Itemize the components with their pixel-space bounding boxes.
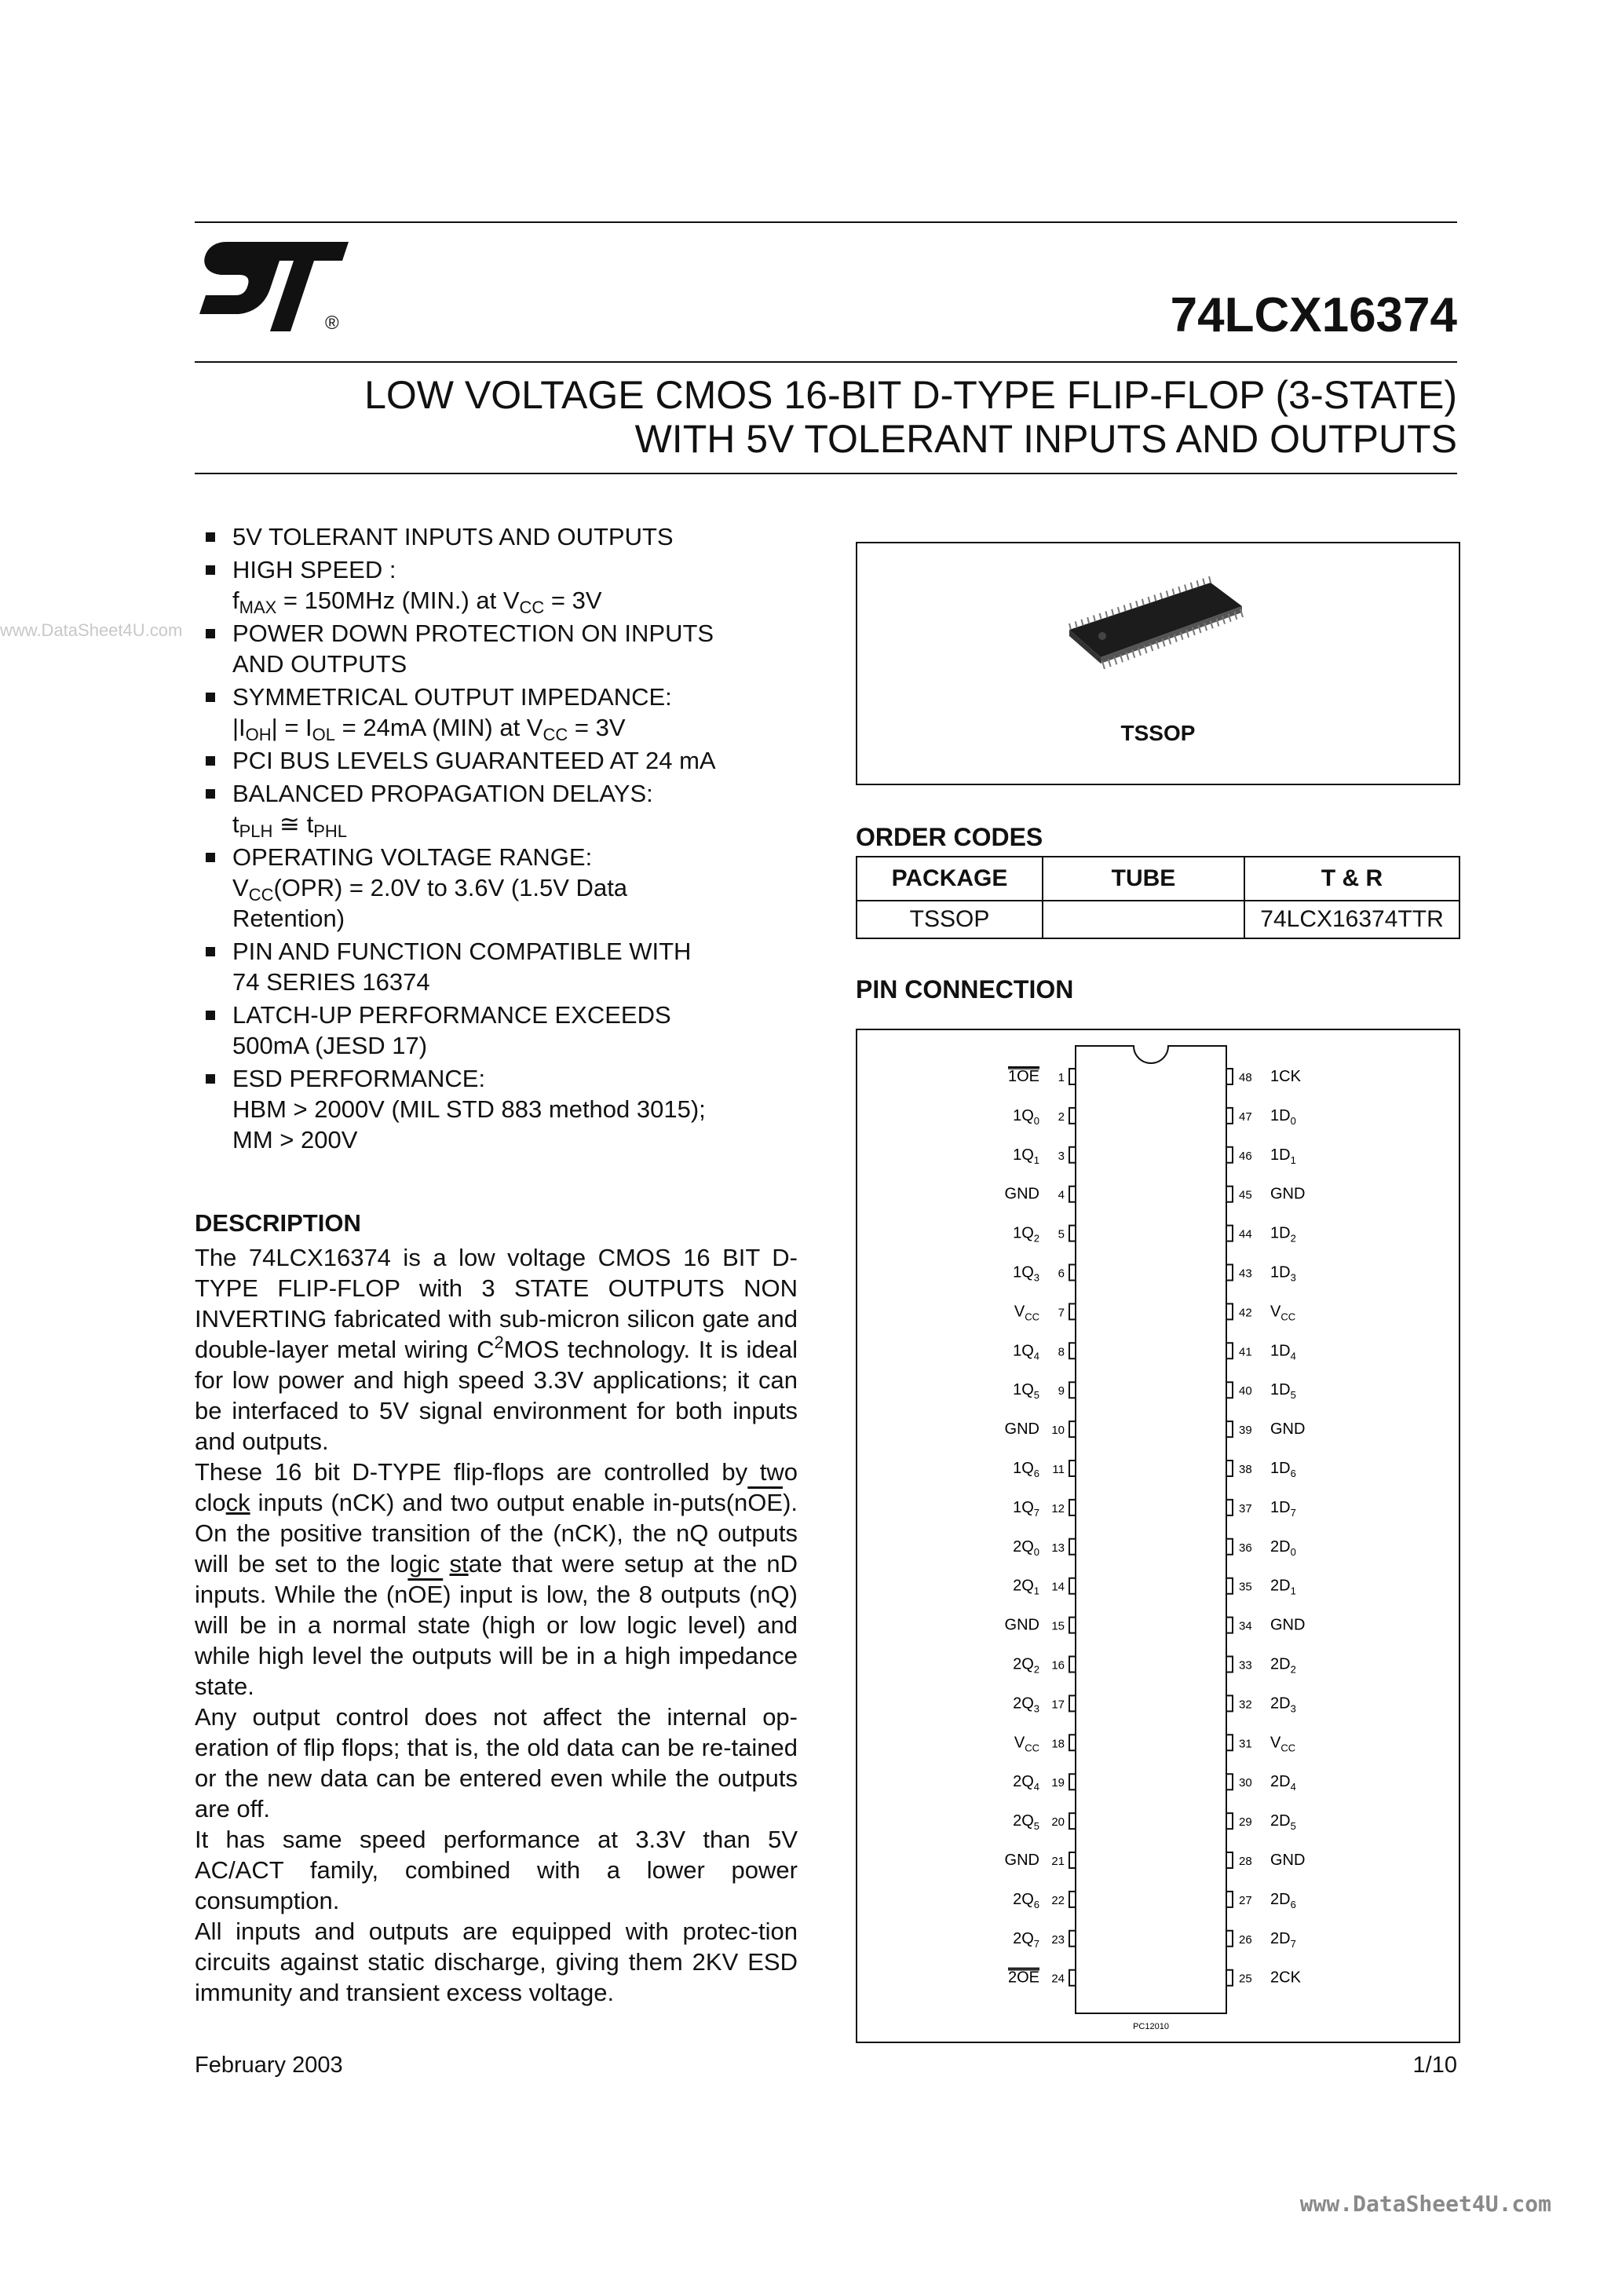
description-paragraph: Any output control does not affect the internal op-eration of flip flops; that is, the old data can be re-tained or the new data can be entered even while the outputs are off. [195, 1703, 798, 1823]
pin-stub [1226, 1539, 1233, 1555]
pin-name: $2Q_3$ [1013, 1695, 1039, 1715]
package-lead [1130, 603, 1131, 609]
pin-name: $1Q_6$ [1013, 1460, 1039, 1479]
pin-number: 31 [1239, 1737, 1252, 1751]
pin-number: 44 [1239, 1227, 1252, 1241]
pin-stub [1069, 1735, 1076, 1750]
package-lead [1160, 593, 1162, 599]
pin-stub [1226, 1303, 1233, 1319]
pin-stub [1226, 1343, 1233, 1358]
pin-number: 46 [1239, 1149, 1252, 1163]
pin-name: $V_{CC}$ [1270, 1734, 1296, 1754]
top-rule [195, 221, 1457, 223]
figure-id: PC12010 [1133, 2022, 1169, 2031]
bullet-icon [206, 1011, 215, 1020]
bullet-icon [206, 629, 215, 638]
pin-stub [1226, 1970, 1233, 1986]
pin-name: $2D_2$ [1270, 1655, 1296, 1676]
pin-name: $1D_2$ [1270, 1224, 1296, 1245]
pin-name: $2Q_1$ [1013, 1577, 1039, 1597]
pin-stub [1226, 1421, 1233, 1437]
order-codes-table [856, 856, 1460, 939]
pin-name: $1D_6$ [1270, 1460, 1296, 1479]
pin-number: 17 [1051, 1698, 1065, 1712]
pin-stub [1226, 1618, 1233, 1633]
pin-number: 42 [1239, 1306, 1252, 1320]
bullet-icon [206, 532, 215, 542]
pin-number: 7 [1058, 1306, 1065, 1320]
pin-name: $1D_1$ [1270, 1146, 1296, 1166]
pin-stub [1069, 1931, 1076, 1947]
pin-stub [1069, 1186, 1076, 1202]
pin-name: GND [1004, 1616, 1039, 1634]
pin-stub [1069, 1852, 1076, 1868]
pin-number: 33 [1239, 1658, 1252, 1673]
pin-number: 4 [1058, 1188, 1065, 1202]
pin-name: $1D_4$ [1270, 1342, 1296, 1362]
pin-stub [1069, 1069, 1076, 1084]
pin-number: 39 [1239, 1424, 1252, 1438]
pin-name: $1Q_7$ [1013, 1498, 1039, 1519]
pin-stub [1226, 1657, 1233, 1673]
order-codes-heading: ORDER CODES [856, 823, 1043, 851]
pin-stub [1069, 1695, 1076, 1711]
pin-name: 1CK [1270, 1068, 1301, 1085]
pin-name: $V_{CC}$ [1014, 1734, 1039, 1754]
bullet-icon [206, 693, 215, 702]
pin-stub [1226, 1774, 1233, 1790]
package-lead [1100, 613, 1101, 620]
pin-name: $2D_3$ [1270, 1695, 1296, 1715]
package-lead [1173, 589, 1174, 595]
pin-number: 20 [1051, 1815, 1065, 1830]
column-header: TUBE [1043, 857, 1244, 901]
footer-date: February 2003 [195, 2053, 343, 2078]
package-lead [1124, 605, 1126, 612]
pin-stub [1069, 1970, 1076, 1986]
pin-name: $2D_0$ [1270, 1537, 1296, 1558]
feature-list [206, 521, 795, 1157]
watermark-bottom: www.DataSheet4U.com [1299, 2191, 1551, 2217]
pin-stub [1069, 1343, 1076, 1358]
pin-number: 48 [1239, 1071, 1252, 1084]
pin-name: 2CK [1270, 1969, 1301, 1987]
pin-name: $1D_7$ [1270, 1498, 1296, 1519]
pin-name: $1D_0$ [1270, 1106, 1296, 1127]
pin-number: 18 [1051, 1737, 1065, 1751]
bullet-icon [206, 947, 215, 956]
feature-item: 5V TOLERANT INPUTS AND OUTPUTS [206, 521, 795, 552]
feature-item: OPERATING VOLTAGE RANGE: $V_{CC}(OPR) = 2.0V$ to 3.6V (1.5V Data Retention) [206, 842, 795, 934]
description-paragraph: All inputs and outputs are equipped with protec-tion circuits against static discharge, giving them 2KV ESD immunity and transient excess voltage. [195, 1918, 798, 2006]
pin-stub [1226, 1382, 1233, 1398]
pin-number: 23 [1051, 1932, 1065, 1947]
package-lead [1178, 587, 1180, 593]
pin-name: GND [1004, 1852, 1039, 1869]
package-lead [1112, 609, 1113, 616]
pin-number: 5 [1058, 1227, 1065, 1241]
pin-connection-heading: PIN CONNECTION [856, 975, 1074, 1004]
package-lead [1203, 579, 1204, 585]
feature-item: HIGH SPEED : $f_{MAX} = 150MHz$ (MIN.) at $V_{CC} = 3V$ [206, 554, 795, 616]
pin-name: $1Q_5$ [1013, 1381, 1039, 1402]
pin-name: $2Q_7$ [1013, 1929, 1039, 1950]
pin-stub [1226, 1108, 1233, 1124]
pin-name: $1Q_4$ [1013, 1342, 1039, 1362]
pin-name: 2OE [1007, 1969, 1039, 1987]
package-lead [1149, 597, 1150, 603]
package-lead [1105, 611, 1107, 617]
pin-stub [1226, 1735, 1233, 1750]
pin-number: 6 [1058, 1267, 1065, 1281]
pin-name: $1D_5$ [1270, 1381, 1296, 1402]
pin-name: $1Q_2$ [1013, 1224, 1039, 1245]
pin-stub [1069, 1421, 1076, 1437]
table-row [857, 901, 1459, 938]
feature-item: POWER DOWN PROTECTION ON INPUTS AND OUTPUTS [206, 618, 795, 679]
feature-item: LATCH-UP PERFORMANCE EXCEEDS 500mA (JESD 17) [206, 1000, 795, 1061]
pinout-svg [857, 1030, 1459, 2042]
package-lead [1069, 623, 1071, 630]
pin-stub [1226, 1226, 1233, 1241]
pin-stub [1069, 1813, 1076, 1829]
bullet-icon [206, 789, 215, 799]
description-paragraph: These 16 bit D-TYPE flip-flops are controlled by two clock inputs (nCK) and two output enable $in-puts(n\overline{OE})$. On the positive transition of the (nCK), the nQ outputs will be set to the logic state that were setup at the nD inputs. While the $(n\overline{OE})$ input is low, the 8 outputs (nQ) will be in a normal state (high or low logic level) and while high level the outputs will be in a high impedance state. [195, 1458, 798, 1700]
package-lead [1191, 583, 1193, 589]
pin-name: GND [1004, 1185, 1039, 1203]
pin-number: 9 [1058, 1384, 1065, 1398]
column-header: PACKAGE [857, 857, 1043, 901]
pin-stub [1226, 1069, 1233, 1084]
package-label: TSSOP [1120, 721, 1196, 745]
pin-stub [1069, 1226, 1076, 1241]
package-lead [1118, 607, 1120, 613]
column-header: T & R [1244, 857, 1459, 901]
pin-name: 1OE [1007, 1068, 1039, 1085]
package-lead [1142, 599, 1144, 605]
pin-stub [1069, 1657, 1076, 1673]
header-rule [195, 361, 1457, 363]
pin-number: 40 [1239, 1384, 1252, 1398]
watermark-left: www.DataSheet4U.com [0, 620, 183, 640]
pin-number: 37 [1239, 1501, 1252, 1515]
pin-stub [1069, 1382, 1076, 1398]
pin-stub [1069, 1265, 1076, 1281]
pin-name: GND [1270, 1185, 1306, 1203]
feature-item: ESD PERFORMANCE: HBM > 2000V (MIL STD 883 method 3015); MM > 200V [206, 1063, 795, 1155]
pin-stub [1069, 1618, 1076, 1633]
pin-name: $1Q_3$ [1013, 1263, 1039, 1284]
pin-number: 10 [1051, 1424, 1065, 1438]
pin-number: 14 [1051, 1580, 1065, 1594]
pin-stub [1069, 1578, 1076, 1594]
registered-mark: ® [325, 313, 339, 334]
pin-name: $2Q_4$ [1013, 1773, 1039, 1793]
pin-number: 32 [1239, 1698, 1252, 1712]
package-lead [1087, 617, 1089, 623]
package-lead [1154, 594, 1156, 601]
pin-number: 3 [1058, 1149, 1065, 1163]
package-lead [1094, 616, 1095, 622]
pin-name: GND [1270, 1420, 1306, 1439]
footer-page-number: 1/10 [1412, 2053, 1457, 2078]
bullet-icon [206, 1074, 215, 1084]
pin-number: 26 [1239, 1932, 1252, 1947]
pin-number: 21 [1051, 1855, 1065, 1868]
pin-number: 34 [1239, 1619, 1252, 1633]
part-number: 74LCX16374 [1170, 288, 1457, 342]
pin-number: 35 [1239, 1580, 1252, 1594]
pin-number: 30 [1239, 1776, 1252, 1790]
pin-name: $2D_4$ [1270, 1773, 1296, 1793]
pin-stub [1069, 1539, 1076, 1555]
pin-stub [1226, 1186, 1233, 1202]
title-rule [195, 473, 1457, 474]
feature-item: BALANCED PROPAGATION DELAYS: $t_{PLH}$ ≅ $t_{PHL}$ [206, 778, 795, 839]
pin-number: 22 [1051, 1893, 1065, 1907]
pin-number: 41 [1239, 1345, 1252, 1359]
feature-item: SYMMETRICAL OUTPUT IMPEDANCE: $|I_{OH}| = I_{OL} = 24mA$ (MIN) at $V_{CC} = 3V$ [206, 682, 795, 743]
pin-name: GND [1270, 1616, 1306, 1634]
package-lead [1136, 601, 1138, 607]
package-lead [1197, 580, 1199, 587]
pin-stub [1226, 1813, 1233, 1829]
pin-number: 25 [1239, 1972, 1252, 1986]
bullet-icon [206, 756, 215, 766]
pin-name: $2D_7$ [1270, 1929, 1296, 1950]
pin-name: $2Q_2$ [1013, 1655, 1039, 1676]
package-lead [1185, 584, 1186, 590]
description-body [195, 1242, 798, 2008]
tssop-package-icon [1054, 575, 1273, 700]
description-heading: DESCRIPTION [195, 1209, 361, 1237]
bullet-icon [206, 853, 215, 862]
pin-name: $V_{CC}$ [1014, 1303, 1039, 1323]
pin-stub [1069, 1892, 1076, 1907]
description-paragraph: The 74LCX16374 is a low voltage CMOS 16 BIT D-TYPE FLIP-FLOP with 3 STATE OUTPUTS NON INVERTING fabricated with sub-micron silicon gate and double-layer metal wiring $C^2MOS$ technology. It is ideal for low power and high speed 3.3V applications; it can be interfaced to 5V signal environment for both inputs and outputs. [195, 1244, 798, 1455]
pin-stub [1226, 1147, 1233, 1163]
pin-number: 16 [1051, 1658, 1065, 1673]
pin-name: GND [1004, 1420, 1039, 1439]
pin-number: 29 [1239, 1815, 1252, 1830]
pin-name: $2Q_0$ [1013, 1537, 1039, 1558]
pin-number: 27 [1239, 1893, 1252, 1907]
feature-item: PCI BUS LEVELS GUARANTEED AT 24 mA [206, 745, 795, 776]
pin-name: $1Q_1$ [1013, 1146, 1039, 1166]
pin-number: 12 [1051, 1501, 1065, 1515]
pin-number: 15 [1051, 1619, 1065, 1633]
table-cell [1043, 901, 1244, 938]
pin-stub [1226, 1931, 1233, 1947]
pin-number: 38 [1239, 1463, 1252, 1476]
pin-stub [1069, 1108, 1076, 1124]
pin-name: $2D_1$ [1270, 1577, 1296, 1597]
package-lead [1209, 576, 1211, 583]
pin-stub [1069, 1774, 1076, 1790]
pin-stub [1226, 1892, 1233, 1907]
pin-stub [1226, 1852, 1233, 1868]
pin-stub [1226, 1500, 1233, 1515]
pin-name: $2D_5$ [1270, 1812, 1296, 1833]
package-picture-box [856, 542, 1460, 785]
pin-number: 8 [1058, 1345, 1065, 1359]
pin-number: 28 [1239, 1855, 1252, 1868]
description-paragraph: It has same speed performance at 3.3V than 5V AC/ACT family, combined with a lower power consumption. [195, 1826, 798, 1914]
pin-stub [1226, 1695, 1233, 1711]
pin-number: 11 [1052, 1463, 1065, 1476]
table-header-row [857, 857, 1459, 901]
package-lead [1081, 620, 1083, 626]
pin-connection-diagram [856, 1029, 1460, 2043]
pin-number: 36 [1239, 1541, 1252, 1555]
title-line-1: LOW VOLTAGE CMOS 16-BIT D-TYPE FLIP-FLOP (3-STATE) [364, 373, 1457, 417]
pin-number: 19 [1051, 1776, 1065, 1790]
pin-number: 47 [1239, 1110, 1252, 1124]
pin-number: 24 [1051, 1972, 1065, 1986]
pin-stub [1226, 1461, 1233, 1476]
ic-body [1076, 1046, 1226, 2013]
pin-stub [1069, 1461, 1076, 1476]
pin-stub [1069, 1500, 1076, 1515]
pin-name: $2Q_6$ [1013, 1890, 1039, 1910]
title-line-2: WITH 5V TOLERANT INPUTS AND OUTPUTS [634, 417, 1457, 461]
pin-number: 45 [1239, 1188, 1252, 1202]
pin-stub [1069, 1147, 1076, 1163]
pin-name: $2Q_5$ [1013, 1812, 1039, 1833]
pin-number: 1 [1058, 1071, 1065, 1084]
table-cell: TSSOP [857, 901, 1043, 938]
feature-item: PIN AND FUNCTION COMPATIBLE WITH 74 SERIES 16374 [206, 936, 795, 997]
pin-stub [1226, 1578, 1233, 1594]
pin-number: 43 [1239, 1267, 1252, 1281]
pin-name: GND [1270, 1852, 1306, 1869]
pin-stub [1226, 1265, 1233, 1281]
pin-name: $1Q_0$ [1013, 1106, 1039, 1127]
package-lead [1076, 621, 1077, 627]
pin-number: 13 [1051, 1541, 1065, 1555]
pin-stub [1069, 1303, 1076, 1319]
table-cell: 74LCX16374TTR [1244, 901, 1459, 938]
pin-name: $V_{CC}$ [1270, 1303, 1296, 1323]
pin-name: $1D_3$ [1270, 1263, 1296, 1284]
package-lead [1167, 590, 1168, 597]
pin-name: $2D_6$ [1270, 1890, 1296, 1910]
pin-number: 2 [1058, 1110, 1065, 1124]
bullet-icon [206, 565, 215, 575]
